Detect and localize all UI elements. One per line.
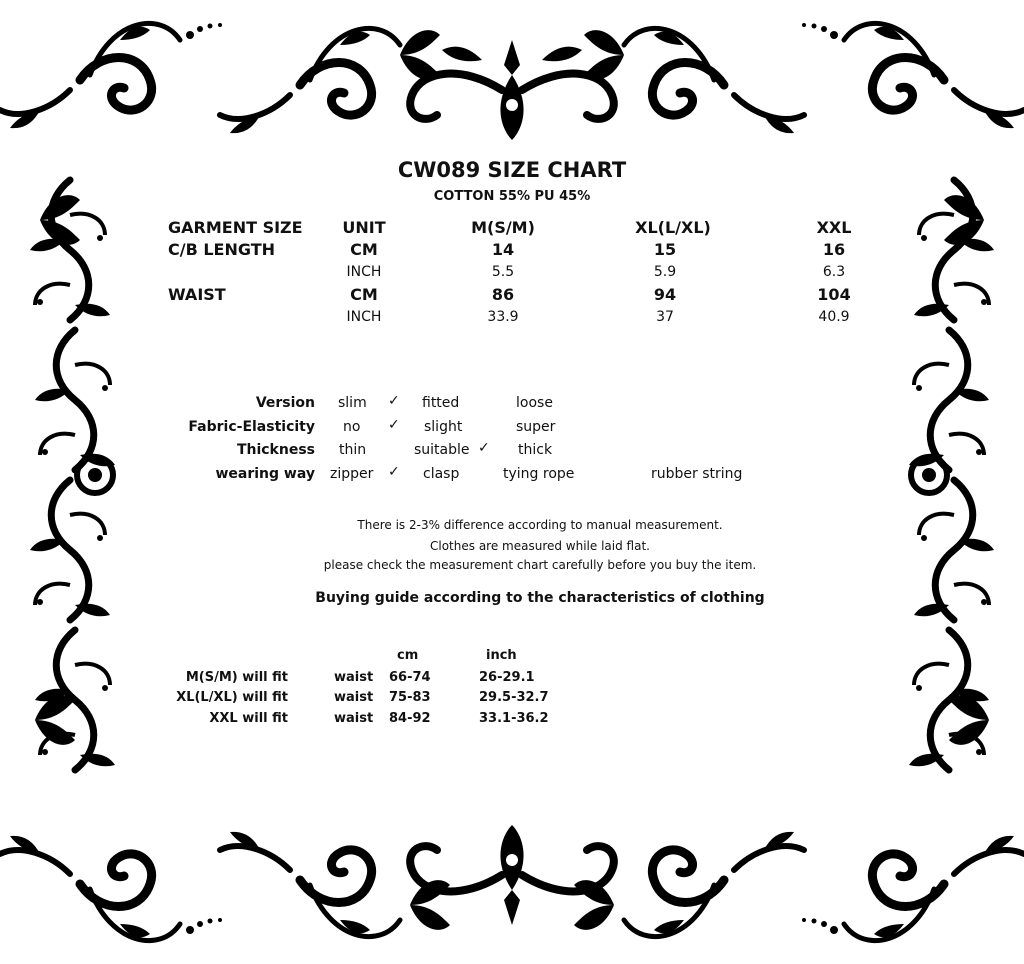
guide-header-inch: inch	[486, 648, 517, 663]
table-cell: 33.9	[487, 309, 519, 325]
option-suitable: suitable	[414, 442, 470, 458]
unit-inch: INCH	[346, 264, 382, 280]
option-tying-rope: tying rope	[503, 466, 575, 482]
note-laid-flat: Clothes are measured while laid flat.	[430, 539, 650, 553]
table-cell: 14	[491, 240, 515, 259]
unit-inch: INCH	[346, 309, 382, 325]
property-label-fabric-elasticity: Fabric-Elasticity	[188, 419, 315, 435]
guide-part: waist	[334, 670, 374, 685]
table-cell: 86	[491, 285, 515, 304]
property-label-wearing-way: wearing way	[215, 466, 315, 482]
header-unit: UNIT	[342, 218, 386, 237]
option-slight: slight	[424, 419, 463, 435]
table-cell: 37	[656, 309, 674, 325]
option-zipper: zipper	[330, 466, 374, 482]
table-cell: 5.9	[653, 264, 677, 280]
guide-inch: 33.1-36.2	[479, 711, 549, 726]
option-clasp: clasp	[423, 466, 460, 482]
guide-cm: 66-74	[389, 670, 431, 685]
option-loose: loose	[516, 395, 553, 411]
guide-header-cm: cm	[397, 648, 419, 663]
guide-inch: 26-29.1	[479, 670, 535, 685]
table-cell: 6.3	[822, 264, 846, 280]
buying-guide-title: Buying guide according to the characteristics of clothing	[315, 590, 765, 606]
option-no: no	[343, 419, 361, 435]
table-cell: 15	[653, 240, 677, 259]
header-garment-size: GARMENT SIZE	[168, 218, 303, 237]
note-measurement-difference: There is 2-3% difference according to manual measurement.	[357, 518, 723, 532]
material-composition: COTTON 55% PU 45%	[433, 189, 591, 204]
unit-cm: CM	[350, 240, 378, 259]
row-label-waist: WAIST	[168, 285, 226, 304]
check-mark: ✓	[388, 393, 400, 409]
header-size-xl: XL(L/XL)	[635, 218, 711, 237]
table-cell: 40.9	[818, 309, 850, 325]
option-thick: thick	[518, 442, 553, 458]
guide-cm: 75-83	[389, 690, 431, 705]
table-cell: 5.5	[491, 264, 515, 280]
table-cell: 104	[817, 285, 851, 304]
guide-size: XL(L/XL) will fit	[176, 690, 288, 705]
chart-title: CW089 SIZE CHART	[397, 158, 627, 182]
check-mark: ✓	[388, 417, 400, 433]
check-mark: ✓	[388, 464, 400, 480]
header-size-xxl: XXL	[816, 218, 852, 237]
property-label-thickness: Thickness	[236, 442, 315, 458]
guide-size: M(S/M) will fit	[185, 670, 288, 685]
guide-inch: 29.5-32.7	[479, 690, 549, 705]
note-check-chart: please check the measurement chart carefully before you buy the item.	[323, 558, 757, 572]
guide-part: waist	[334, 690, 374, 705]
guide-size: XXL will fit	[209, 711, 288, 726]
option-fitted: fitted	[422, 395, 460, 411]
option-super: super	[516, 419, 556, 435]
option-rubber-string: rubber string	[651, 466, 743, 482]
table-cell: 94	[653, 285, 677, 304]
property-label-version: Version	[255, 395, 315, 411]
option-slim: slim	[338, 395, 367, 411]
guide-cm: 84-92	[389, 711, 431, 726]
check-mark: ✓	[478, 440, 490, 456]
unit-cm: CM	[350, 285, 378, 304]
table-cell: 16	[822, 240, 846, 259]
option-thin: thin	[339, 442, 367, 458]
row-label-cb-length: C/B LENGTH	[168, 240, 276, 259]
guide-part: waist	[334, 711, 374, 726]
header-size-m: M(S/M)	[471, 218, 535, 237]
